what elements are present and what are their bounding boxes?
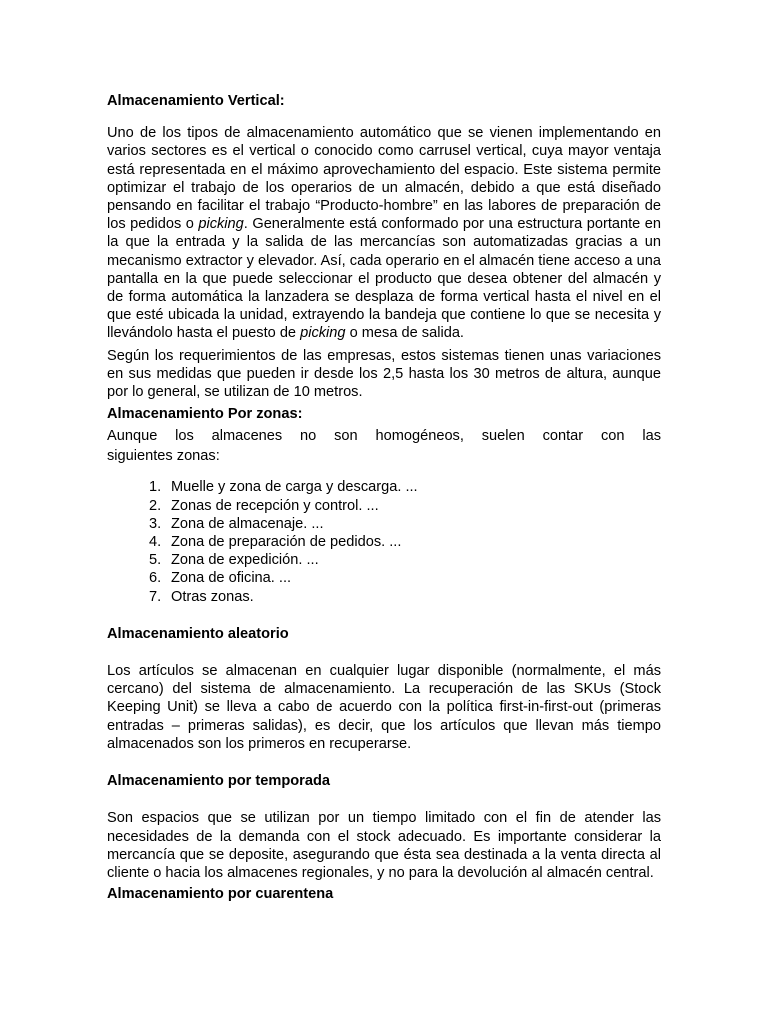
list-item: 5. Zona de expedición. ... — [149, 552, 319, 569]
list-item: 6. Zona de oficina. ... — [149, 570, 292, 587]
zonas-intro-line1: Aunque los almacenes no son homogéneos, suelen contar con las — [107, 428, 661, 445]
heading-almacenamiento-por-zonas: Almacenamiento Por zonas: — [107, 406, 303, 423]
list-item: 3. Zona de almacenaje. ... — [149, 515, 324, 532]
paragraph-text: Uno de los tipos de almacenamiento automático que se vienen implementando en varios sectores es el vertical o conocido como carrusel vertical, cuya mayor ventaja está representada en el máximo aprovechamiento del espacio. Este sistema permite optimizar el trabajo de los operarios de un almacén, debido a que está diseñado pensando en facilitar el trabajo “Producto-hombre” en las labores de preparación de los pedidos o — [107, 125, 661, 233]
heading-almacenamiento-por-temporada: Almacenamiento por temporada — [107, 773, 331, 790]
list-item: 4. Zona de preparación de pedidos. ... — [149, 534, 402, 551]
paragraph-temporada: Son espacios que se utilizan por un tiempo limitado con el fin de atender las necesidades de la demanda con el stock adecuado. Es importante considerar la mercancía que se deposite, asegurando que ésta sea destinada a la venta directa al cliente o hacia los almacenes regionales, y no para la devolución al almacén central. — [107, 810, 661, 881]
list-item: 7. Otras zonas. — [149, 588, 254, 605]
zonas-intro-line2: siguientes zonas: — [107, 448, 220, 465]
paragraph-vertical-description — [107, 124, 661, 342]
list-item: 2. Zonas de recepción y control. ... — [149, 497, 379, 514]
heading-almacenamiento-por-cuarentena: Almacenamiento por cuarentena — [107, 886, 334, 903]
heading-almacenamiento-vertical: Almacenamiento Vertical: — [107, 93, 285, 109]
italic-term-picking: picking — [198, 216, 244, 233]
heading-almacenamiento-aleatorio: Almacenamiento aleatorio — [107, 625, 289, 642]
paragraph-text: . Generalmente está conformado por una estructura portante en la que la entrada y la salida de las mercancías son automatizadas gracias a un mecanismo extractor y elevador. Así, cada operario en el almacén tiene acceso a una pantalla en la que puede seleccionar el producto que desea obtener del almacén y de forma automática la lanzadera se desplaza de forma vertical hasta el nivel en el que esté ubicada la unidad, extrayendo la bandeja que contiene lo que se necesita y llevándolo hasta el puesto de — [107, 216, 661, 342]
italic-term-picking: picking — [300, 325, 346, 342]
paragraph-text: o mesa de salida. — [345, 325, 464, 342]
paragraph-aleatorio: Los artículos se almacenan en cualquier lugar disponible (normalmente, el más cercano) del sistema de almacenamiento. La recuperación de las SKUs (Stock Keeping Unit) se lleva a cabo de acuerdo con la política first-in-first-out (primeras entradas – primeras salidas), es decir, que los artículos que llevan más tiempo almacenados son los primeros en recuperarse. — [107, 663, 661, 752]
list-item: 1. Muelle y zona de carga y descarga. ... — [149, 479, 418, 496]
paragraph-vertical-dimensions: Según los requerimientos de las empresas, estos sistemas tienen unas variaciones en sus medidas que pueden ir desde los 2,5 hasta los 30 metros de altura, aunque por lo general, se utilizan de 10 metros. — [107, 347, 661, 401]
paragraph-zonas-intro — [107, 426, 661, 466]
zonas-list — [107, 478, 661, 605]
